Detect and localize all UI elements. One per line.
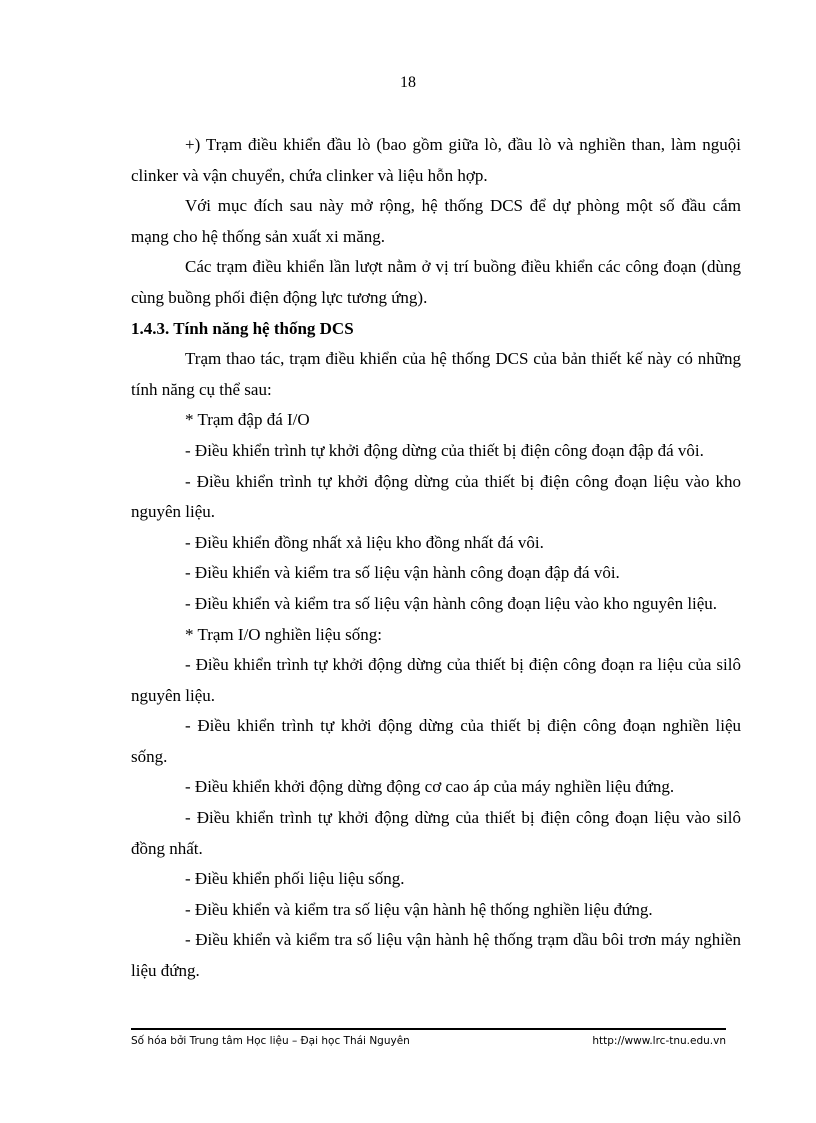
paragraph: Với mục đích sau này mở rộng, hệ thống DCS để dự phòng một số đầu cắm mạng cho hệ thống sản xuất xi măng.: [131, 196, 741, 246]
list-subheading: * Trạm I/O nghiền liệu sống:: [185, 624, 382, 644]
list-item: - Điều khiển và kiểm tra số liệu vận hành hệ thống nghiền liệu đứng.: [185, 899, 653, 919]
footer-divider: [131, 1028, 726, 1030]
list-item: - Điều khiển trình tự khởi động dừng của thiết bị điện công đoạn đập đá vôi.: [185, 440, 704, 460]
body-text: [131, 130, 741, 987]
list-item: - Điều khiển phối liệu liệu sống.: [185, 869, 405, 889]
list-item: - Điều khiển đồng nhất xả liệu kho đồng nhất đá vôi.: [185, 532, 544, 552]
paragraph: Trạm thao tác, trạm điều khiển của hệ thống DCS của bản thiết kế này có những tính năng cụ thể sau:: [131, 349, 741, 399]
list-item: - Điều khiển trình tự khởi động dừng của thiết bị điện công đoạn liệu vào kho nguyên liệu.: [131, 471, 741, 522]
section-heading: 1.4.3. Tính năng hệ thống DCS: [131, 318, 354, 338]
list-item: - Điều khiển trình tự khởi động dừng của thiết bị điện công đoạn ra liệu của silô nguyên liệu.: [131, 655, 741, 705]
list-item: - Điều khiển và kiểm tra số liệu vận hành công đoạn liệu vào kho nguyên liệu.: [185, 593, 718, 613]
list-item: - Điều khiển trình tự khởi động dừng của thiết bị điện công đoạn nghiền liệu sống.: [131, 716, 741, 766]
list-item: - Điều khiển trình tự khởi động dừng của thiết bị điện công đoạn liệu vào silô đồng nhất.: [131, 808, 741, 858]
list-item: - Điều khiển và kiểm tra số liệu vận hành công đoạn đập đá vôi.: [185, 563, 620, 583]
list-item: - Điều khiển và kiểm tra số liệu vận hành hệ thống trạm dầu bôi trơn máy nghiền liệu đứng.: [131, 930, 741, 981]
footer-url[interactable]: http://www.lrc-tnu.edu.vn: [592, 1035, 726, 1047]
page-number: 18: [400, 74, 416, 91]
footer-source-text: Số hóa bởi Trung tâm Học liệu – Đại học Thái Nguyên: [131, 1035, 410, 1047]
paragraph: +) Trạm điều khiển đầu lò (bao gồm giữa lò, đầu lò và nghiền than, làm nguội clinker và vận chuyển, chứa clinker và liệu hỗn hợp.: [131, 135, 741, 185]
page-footer: [131, 1035, 726, 1051]
list-item: - Điều khiển khởi động dừng động cơ cao áp của máy nghiền liệu đứng.: [185, 777, 675, 797]
paragraph: Các trạm điều khiển lần lượt nằm ở vị trí buồng điều khiển các công đoạn (dùng cùng buồng phối điện động lực tương ứng).: [131, 257, 741, 307]
list-subheading: * Trạm đập đá I/O: [185, 410, 310, 430]
